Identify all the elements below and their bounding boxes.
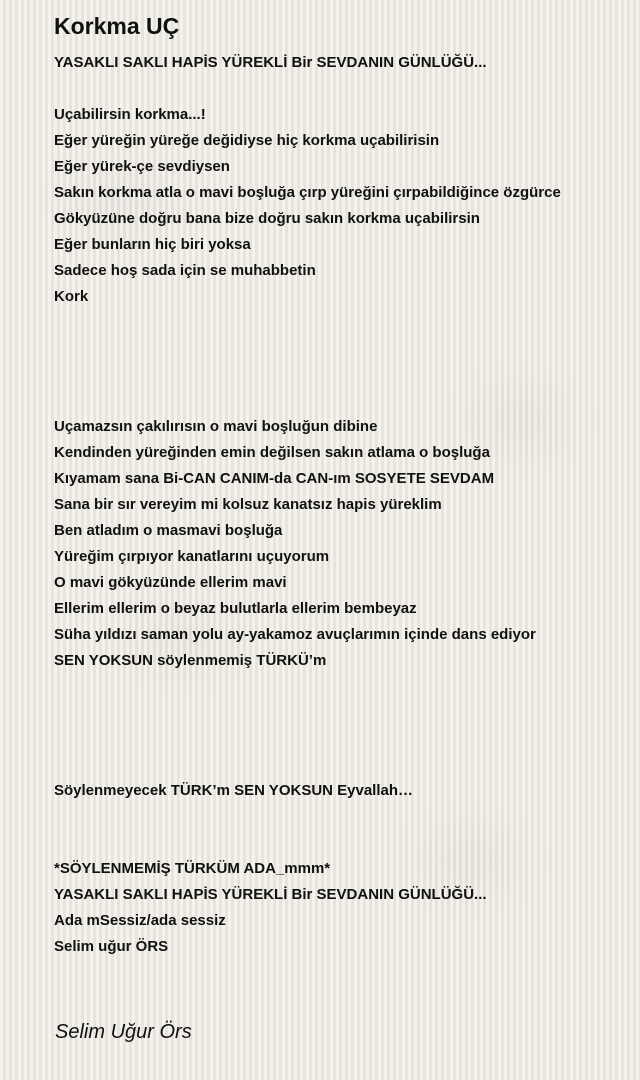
poem-line: Ben atladım o masmavi boşluğa [54, 522, 283, 539]
poem-line: Kıyamam sana Bi-CAN CANIM-da CAN-ım SOSYETE SEVDAM [54, 470, 495, 487]
poem-line: YASAKLI SAKLI HAPİS YÜREKLİ Bir SEVDANIN GÜNLÜĞÜ... [54, 54, 487, 71]
blank-line [54, 336, 624, 362]
poem-line: Ada mSessiz/ada sessiz [54, 912, 226, 929]
poem-line: Gökyüzüne doğru bana bize doğru sakın korkma uçabilirsin [54, 210, 480, 227]
poem-line: Söylenmeyecek TÜRK’m SEN YOKSUN Eyvallah… [54, 782, 414, 799]
poem-title: Korkma UÇ [54, 13, 180, 39]
blank-line [54, 76, 624, 102]
blank-line [54, 310, 624, 336]
poem-line: Sadece hoş sada için se muhabbetin [54, 262, 316, 279]
poem-line: Kendinden yüreğinden emin değilsen sakın atlama o boşluğa [54, 444, 490, 461]
poem-line: Selim uğur ÖRS [54, 938, 169, 955]
poem-line: Sakın korkma atla o mavi boşluğa çırp yüreğini çırpabildiğince özgürce [54, 184, 561, 201]
poem-line: Eğer yürek-çe sevdiysen [54, 158, 230, 175]
author-signature: Selim Uğur Örs [55, 1021, 192, 1043]
poem-line: Uçabilirsin korkma...! [54, 106, 206, 123]
poem-line: Uçamazsın çakılırısın o mavi boşluğun dibine [54, 418, 378, 435]
poem-line: Yüreğim çırpıyor kanatlarını uçuyorum [54, 548, 330, 565]
poem-line: YASAKLI SAKLI HAPİS YÜREKLİ Bir SEVDANIN GÜNLÜĞÜ... [54, 886, 487, 903]
blank-line [54, 830, 624, 856]
blank-line [54, 674, 624, 700]
poem-body [54, 50, 624, 960]
blank-line [54, 726, 624, 752]
poem-line: O mavi gökyüzünde ellerim mavi [54, 574, 287, 591]
blank-line [54, 362, 624, 388]
poem-line: Süha yıldızı saman yolu ay-yakamoz avuçlarımın içinde dans ediyor [54, 626, 536, 643]
poem-line: Kork [54, 288, 89, 305]
poem-line: Eğer yüreğin yüreğe değidiyse hiç korkma uçabilirisin [54, 132, 440, 149]
poem-line: *SÖYLENMEMİŞ TÜRKÜM ADA_mmm* [54, 860, 331, 877]
poem-line: Sana bir sır vereyim mi kolsuz kanatsız hapis yüreklim [54, 496, 442, 513]
blank-line [54, 700, 624, 726]
poem-line: SEN YOKSUN söylenmemiş TÜRKÜ’m [54, 652, 327, 669]
blank-line [54, 388, 624, 414]
poem-line: Eğer bunların hiç biri yoksa [54, 236, 251, 253]
blank-line [54, 752, 624, 778]
blank-line [54, 804, 624, 830]
poem-line: Ellerim ellerim o beyaz bulutlarla ellerim bembeyaz [54, 600, 417, 617]
